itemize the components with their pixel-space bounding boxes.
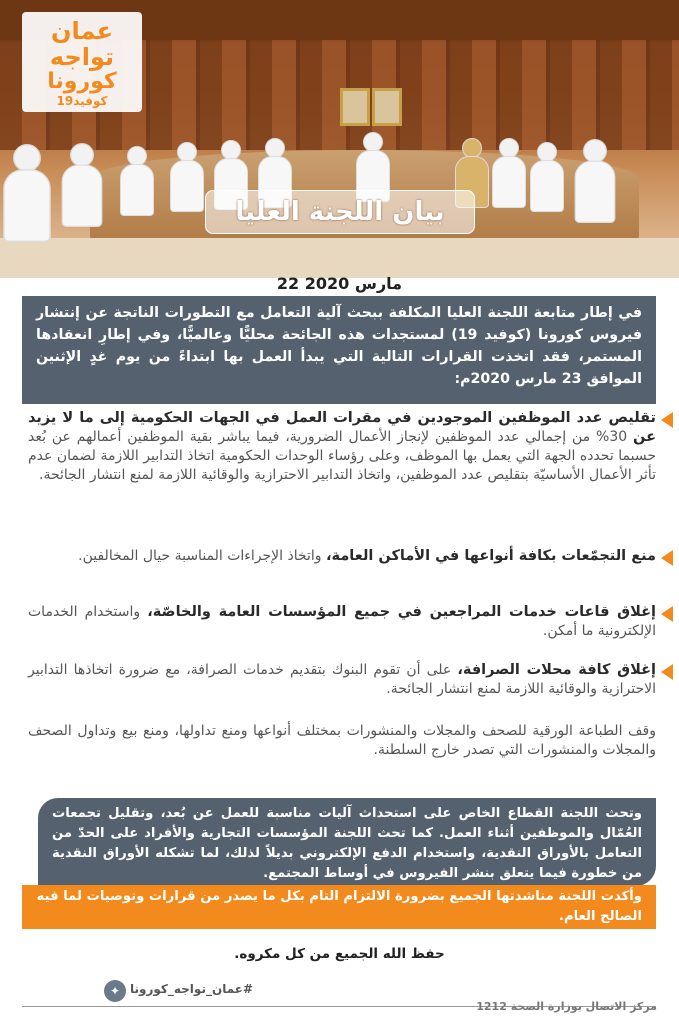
title-banner — [205, 190, 475, 234]
orange-arrow-icon — [661, 606, 673, 622]
page-title: بيان اللجنة العليا — [235, 197, 445, 227]
portrait-frame — [340, 88, 370, 126]
logo-line-4: كوفيد19 — [56, 94, 108, 108]
person — [62, 143, 103, 227]
person — [170, 142, 204, 212]
person — [3, 144, 51, 242]
statement-date: 22 مارس 2020 — [276, 274, 403, 293]
decision-item-text: على أن تقوم البنوك بتقديم خدمات الصرافة، مع ضرورة اتخاذها التدابير الاحترازية والوقائية اللازمة لمنع انتشار الجائحة. — [28, 662, 656, 697]
orange-arrow-icon — [661, 412, 673, 428]
hotline-text: مركز الاتصال بوزارة الصحة 1212 — [476, 1000, 657, 1013]
campaign-logo — [22, 12, 142, 112]
hashtag[interactable]: #عمان_تواجه_كورونا — [130, 982, 253, 996]
logo-line-3: كورونا — [47, 69, 117, 94]
decision-item-text: وقف الطباعة الورقية للصحف والمجلات والمنشورات بمختلف أنواعها ومنع تداولها، ومنع بيع وتداول الصحف والمجلات والمنشورات التي تصدر خارج السلطنة. — [28, 723, 656, 758]
intro-paragraph: في إطار متابعة اللجنة العليا المكلفة ببحث آلية التعامل مع التطورات الناتجة عن إنتشار فيروس كورونا (كوفيد 19) لمستجدات هذه الجائحة محليًّا وعالميًّا، وفي إطارِ انعقادها المستمر، فقد اتخذت القرارات التالية التي يبدأ العمل بها ابتداءً من يوم غدٍ الإثنين الموافق 23 مارس 2020م: — [22, 296, 656, 404]
decision-item-text: واستخدام الخدمات الإلكترونية ما أمكن. — [28, 604, 656, 639]
floor — [0, 238, 679, 278]
decision-item-bold: إغلاق كافة محلات الصرافة، — [457, 662, 656, 678]
logo-line-1: عمان — [51, 17, 113, 45]
decision-item-bold: منع التجمّعات بكافة أنواعها في الأماكن العامة، — [326, 548, 656, 564]
decision-item — [28, 661, 656, 699]
private-sector-paragraph: وتحث اللجنة القطاع الخاص على استحداث آليات مناسبة للعمل عن بُعد، وتقليل تجمعات العُمّال والموظفين أثناء العمل. كما تحث اللجنة المؤسسات التجارية والأفراد على الحدّ من التعامل بالأوراق النقدية، واستخدام الدفع الإلكتروني بديلاً لذلك، لما تشكله الأوراق النقدية من خطورة فيما يتعلق بنشر الفيروس في أوساط المجتمع. — [38, 798, 656, 886]
portrait-frame — [372, 88, 402, 126]
person — [530, 142, 564, 212]
decision-item — [28, 603, 656, 641]
decision-item — [28, 722, 656, 760]
decision-item-bold: إغلاق قاعات خدمات المراجعين في جميع المؤسسات العامة والخاصّة، — [147, 604, 656, 620]
person — [492, 138, 526, 208]
closing-line: حفظ الله الجميع من كل مكروه. — [234, 946, 445, 962]
decision-item-bold: تقليص عدد الموظفين الموجودين في مقرات العمل في الجهات الحكومية إلى ما لا يزيد عن — [28, 410, 657, 445]
person — [120, 146, 154, 216]
twitter-bird-icon[interactable]: ✦ — [104, 980, 126, 1002]
decision-item — [28, 409, 656, 485]
hero-photo — [0, 0, 679, 278]
logo-line-2: تواجه — [49, 43, 115, 71]
orange-arrow-icon — [661, 550, 673, 566]
orange-arrow-icon — [661, 664, 673, 680]
appeal-banner: وأكدت اللجنة مناشدتها الجميع بضرورة الالتزام التام بكل ما يصدر من قرارات وتوصيات لما فيه الصالح العام. — [22, 885, 656, 929]
decision-item-text: واتخاذ الإجراءات المناسبة حيال المخالفين. — [78, 548, 327, 564]
decision-item — [28, 547, 656, 566]
decision-item-text: 30% من إجمالي عدد الموظفين لإنجاز الأعمال الضرورية، فيما يباشر بقية الموظفين أعمالهم عن بُعد حسبما تحدده الجهة التي يعمل بها الموظف، وعلى رؤساء الوحدات الحكومية اتخاذ التدابير اللازمة لضمان عدم تأثر الأعمال الأساسيّة بتقليص عدد الموظفين، واتخاذ التدابير الاحترازية والوقائية اللازمة لمنع انتشار الجائحة. — [28, 429, 656, 483]
person — [575, 139, 616, 223]
